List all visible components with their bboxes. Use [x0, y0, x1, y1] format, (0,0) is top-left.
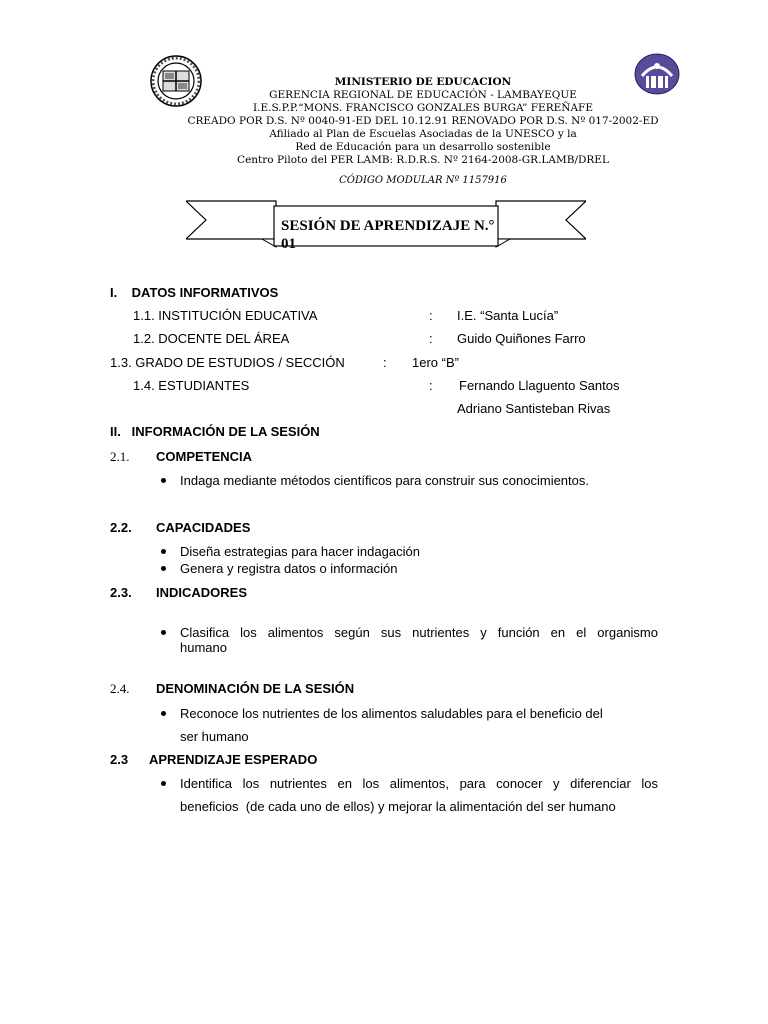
session-title-line2: 01: [281, 236, 296, 252]
institution-label: 1.1. INSTITUCIÓN EDUCATIVA: [133, 308, 318, 323]
capacidad-item-2: Genera y registra datos o información: [180, 561, 398, 576]
ministry-title: MINISTERIO DE EDUCACION: [334, 76, 512, 88]
bullet-icon: [161, 549, 166, 554]
bullet-icon: [161, 566, 166, 571]
pilot-center: Centro Piloto del PER LAMB: R.D.R.S. Nº 2164-2008-GR.LAMB/DREL: [237, 154, 609, 166]
teacher-label: 1.2. DOCENTE DEL ÁREA: [133, 331, 290, 346]
capacidad-item-1: Diseña estrategias para hacer indagación: [180, 544, 420, 559]
teacher-value: Guido Quiñones Farro: [457, 331, 586, 346]
bullet-icon: [161, 781, 166, 786]
capacidades-title: CAPACIDADES: [156, 520, 251, 535]
regional-office: GERENCIA REGIONAL DE EDUCACIÓN - LAMBAYEQUE: [269, 89, 577, 101]
institution-sep: :: [429, 308, 433, 323]
session-title: [281, 217, 495, 253]
sustainable-network: Red de Educación para un desarrollo sostenible: [295, 141, 551, 153]
indicador-item-line2: humano: [180, 640, 227, 655]
modular-code: CÓDIGO MODULAR Nº 1157916: [339, 175, 507, 186]
students-sep: :: [429, 378, 433, 393]
aprendizaje-number: 2.3: [110, 752, 129, 767]
grade-label: 1.3. GRADO DE ESTUDIOS / SECCIÓN: [110, 355, 345, 370]
bullet-icon: [161, 630, 166, 635]
denominacion-item-line1: Reconoce los nutrientes de los alimentos saludables para el beneficio del: [180, 706, 603, 721]
indicadores-number: 2.3.: [110, 585, 132, 600]
bullet-icon: [161, 711, 166, 716]
session-title-line1: SESIÓN DE APRENDIZAJE N.°: [281, 218, 495, 234]
institution-value: I.E. “Santa Lucía”: [457, 308, 559, 323]
competencia-title: COMPETENCIA: [156, 449, 253, 464]
indicador-item-line1: Clasifica los alimentos según sus nutrientes y función en el organismo: [180, 625, 658, 640]
teacher-sep: :: [429, 331, 433, 346]
competencia-number: 2.1.: [110, 449, 130, 464]
denominacion-item-line2: ser humano: [180, 729, 249, 744]
student-1: Fernando Llaguento Santos: [459, 378, 620, 393]
aprendizaje-item-line1: Identifica los nutrientes en los alimentos, para conocer y diferenciar los: [180, 776, 658, 791]
denominacion-number: 2.4.: [110, 681, 130, 696]
institution-name: I.E.S.P.P.“MONS. FRANCISCO GONZALES BURGA” FEREÑAFE: [253, 102, 593, 114]
student-2: Adriano Santisteban Rivas: [457, 401, 611, 416]
aprendizaje-title: APRENDIZAJE ESPERADO: [149, 752, 318, 767]
section-2-heading: II. INFORMACIÓN DE LA SESIÓN: [110, 424, 320, 439]
capacidades-number: 2.2.: [110, 520, 132, 535]
bullet-icon: [161, 478, 166, 483]
competencia-item: Indaga mediante métodos científicos para construir sus conocimientos.: [180, 473, 589, 488]
denominacion-title: DENOMINACIÓN DE LA SESIÓN: [156, 681, 355, 696]
aprendizaje-item-line2: beneficios (de cada uno de ellos) y mejorar la alimentación del ser humano: [180, 799, 616, 814]
grade-sep: :: [383, 355, 387, 370]
unesco-affiliation: Afiliado al Plan de Escuelas Asociadas de la UNESCO y la: [269, 128, 577, 140]
indicadores-title: INDICADORES: [156, 585, 248, 600]
creation-decree: CREADO POR D.S. Nº 0040-91-ED DEL 10.12.91 RENOVADO POR D.S. Nº 017-2002-ED: [187, 115, 659, 127]
grade-value: 1ero “B”: [412, 355, 459, 370]
students-label: 1.4. ESTUDIANTES: [133, 378, 250, 393]
section-1-heading: I. DATOS INFORMATIVOS: [110, 285, 279, 300]
